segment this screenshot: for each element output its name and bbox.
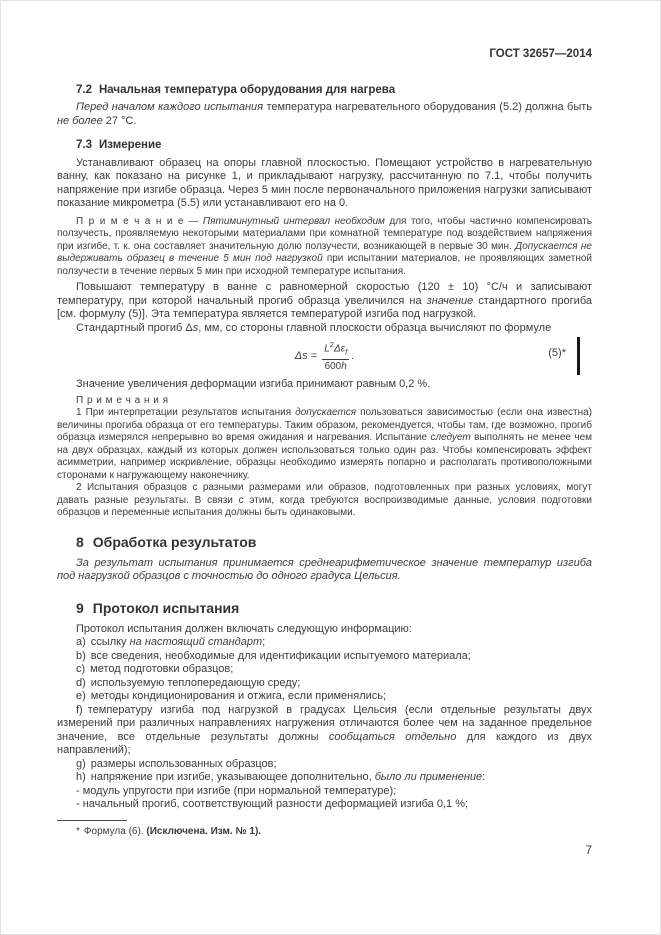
dash-item-2: - начальный прогиб, соответствующий разности деформацией изгиба 0,1 %; bbox=[76, 798, 469, 810]
list-item-b: b) все сведения, необходимые для идентификации испытуемого материала; bbox=[76, 649, 471, 662]
page-footer bbox=[57, 820, 592, 857]
page-number: 7 bbox=[585, 842, 592, 857]
document-content bbox=[57, 0, 592, 812]
formula-5 bbox=[57, 337, 592, 375]
note-label: П р и м е ч а н и е bbox=[76, 215, 184, 227]
list-item-g: g) размеры использованных образцов; bbox=[76, 757, 277, 770]
section-title: Измерение bbox=[99, 139, 162, 151]
section-7-2-heading bbox=[57, 84, 592, 98]
section-number: 9 bbox=[76, 599, 84, 616]
section-number: 7.3 bbox=[76, 139, 92, 151]
section-title: Начальная температура оборудования для нагрева bbox=[99, 83, 396, 96]
section-title: Протокол испытания bbox=[92, 599, 240, 616]
section-9-heading bbox=[57, 600, 592, 617]
section-7-3-paragraph-4: Значение увеличения деформации изгиба принимают равным 0,2 %. bbox=[76, 378, 431, 390]
list-item-d: d) используемую теплопередающую среду; bbox=[76, 676, 301, 689]
list-item-e: e) методы кондиционирования и отжига, если применялись; bbox=[76, 690, 387, 702]
section-number: 7.2 bbox=[76, 83, 92, 96]
section-7-2-paragraph: Перед началом каждого испытания температура нагревательного оборудования (5.2) должна быть не более 27 °С. bbox=[57, 101, 593, 127]
section-7-3-paragraph-3: Стандартный прогиб Δs, мм, со стороны главной плоскости образца вычисляют по формуле bbox=[76, 321, 552, 334]
note-2: 2 Испытания образцов с разными размерами или образов, подготовленных при разных условиях, могут давать разные результаты. В связи с этим, когда требуются воспроизводимые данные, условия подготовки образцов и переменные испытания должны быть одинаковыми. bbox=[57, 482, 592, 518]
note-single: П р и м е ч а н и е — Пятиминутный интервал необходим для того, чтобы частично компенсировать ползучесть, проявляемую некоторыми материалами при комнатной температуре под воздействием напряжения при изгибе, т. к. она составляет значительную долю ползучести, возникающей в первые 30 мин. Допускается не выдерживать образец в течение 5 мин под нагрузкой при испытании материалов, не проявляющих заметной ползучести в течение первых 5 мин при исходной температуре испытания. bbox=[57, 215, 593, 277]
formula-number: (5)* bbox=[548, 347, 566, 359]
note-1: 1 При интерпретации результатов испытания допускается пользоваться зависимостью (если она известна) величины прогиба образца от его температуры. Таким образом, рекомендуется, чтобы там, где возможно, прогиб образца измерялся непрерывно во время ожидания и нагревания. Испытание следует выполнять не менее чем на двух образцах, каждый из которых должен использоваться только один раз. Чтобы компенсировать эффект асимметрии, например искривление, образцы необходимо измерять попарно и располагать противоположными сторонами к нагружающему наконечнику. bbox=[57, 407, 593, 481]
fraction: $\frac{L^2\Delta\varepsilon_f}{600h}$ bbox=[324, 340, 348, 373]
section-8-paragraph: За результат испытания принимается среднеарифметическое значение температур изгиба под нагрузкой образцов с точностью до одного градуса Цельсия. bbox=[57, 556, 592, 582]
section-7-3-heading bbox=[57, 139, 592, 153]
section-9-intro: Протокол испытания должен включать следующую информацию: bbox=[76, 622, 412, 635]
list-item-h: h) напряжение при изгибе, указывающее дополнительно, было ли применение: bbox=[76, 771, 486, 783]
standard-designation: ГОСТ 32657—2014 bbox=[489, 48, 592, 60]
section-7-3-paragraph-1: Устанавливают образец на опоры главной плоскостью. Помещают устройство в нагревательную ванну, как показано на рисунке 1, и прикладывают нагрузку, рассчитанную по 7.1, чтобы получить напряжение при изгибе образца. Через 5 мин после первоначального приложения нагрузки записывают показание микрометра (5.5) или устанавливают его на 0. bbox=[57, 156, 592, 209]
section-title: Обработка результатов bbox=[92, 533, 257, 550]
footnote: * Формула (6). (Исключена. Изм. № 1). bbox=[76, 826, 262, 837]
list-item-c: c) метод подготовки образцов; bbox=[76, 663, 234, 675]
formula-expression: Δs = $\frac{L^2\Delta\varepsilon_f}{600h}$ . bbox=[294, 340, 355, 373]
list-item-a: a) ссылку на настоящий стандарт; bbox=[76, 636, 266, 648]
section-8-heading bbox=[57, 534, 592, 551]
notes-label: П р и м е ч а н и я bbox=[76, 394, 169, 406]
change-marker-bar bbox=[577, 337, 580, 375]
footnote-rule bbox=[57, 820, 127, 821]
list-item-f: f) температуру изгиба под нагрузкой в градусах Цельсия (если отдельные результаты двух измерений при различных направлениях нагружения отличаются более чем на заданное предельное значение, все отдельные результаты должны сообщаться отдельно для каждого из двух направлений); bbox=[57, 703, 592, 756]
dash-item-1: - модуль упругости при изгибе (при нормальной температуре); bbox=[76, 784, 397, 797]
section-number: 8 bbox=[76, 533, 84, 550]
section-7-3-paragraph-2: Повышают температуру в ванне с равномерной скоростью (120 ± 10) °С/ч и записывают температуру, при которой начальный прогиб образца увеличился на значение стандартного прогиба [см. формулу (5)]. Эта температура является температурой изгиба под нагрузкой. bbox=[57, 281, 592, 320]
